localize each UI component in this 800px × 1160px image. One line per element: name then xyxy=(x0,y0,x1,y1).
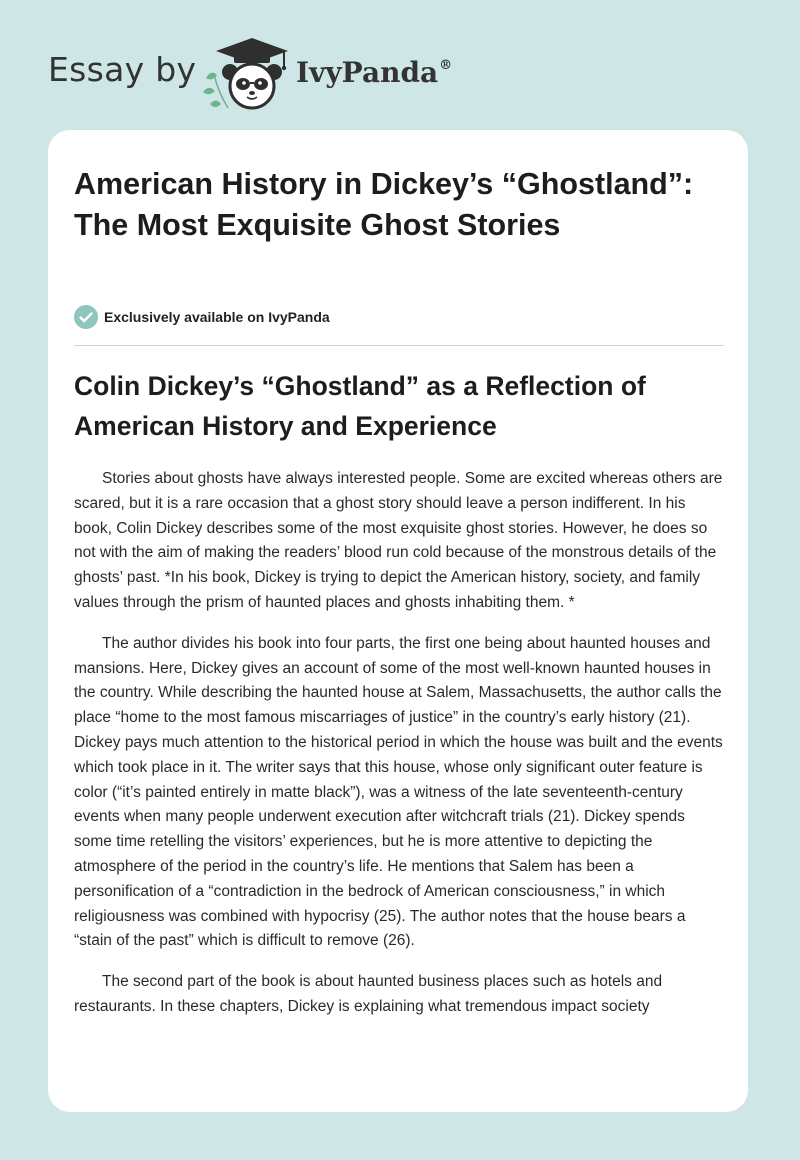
brand-name[interactable] xyxy=(296,56,452,89)
registered-mark: ® xyxy=(439,58,453,73)
checkmark-circle-icon xyxy=(74,305,98,329)
essay-card xyxy=(48,130,748,1112)
paragraph: Stories about ghosts have always interested people. Some are excited whereas others are scared, but it is a rare occasion that a ghost story should leave a person indifferent. In his book, Colin Dickey describes some of the most exquisite ghost stories. However, he does so not with the aim of making the readers’ blood run cold because of the monstrous details of the ghosts’ past. *In his book, Dickey is trying to depict the American history, society, and family values through the prism of haunted places and ghosts inhabiting them. * xyxy=(74,470,723,611)
essay-body xyxy=(74,467,726,1036)
exclusive-badge xyxy=(74,305,330,329)
site-header xyxy=(0,0,800,125)
panda-graduate-icon[interactable] xyxy=(200,34,300,114)
exclusive-badge-label: Exclusively available on IvyPanda xyxy=(104,309,330,325)
paragraph: The second part of the book is about haunted business places such as hotels and restaurants. In these chapters, Dickey is explaining what tremendous impact society xyxy=(74,973,663,1015)
paragraph: The author divides his book into four parts, the first one being about haunted houses and mansions. Here, Dickey gives an account of some of the most well-known haunted houses in the country. While describing the haunted house at Salem, Massachusetts, the author calls the place “home to the most famous miscarriages of justice” in the country’s early history (21). Dickey pays much attention to the historical period in which the house was built and the events which took place in it. The writer says that this house, whose only significant outer feature is color (“it’s painted entirely in matte black”), was a witness of the late seventeenth-century events when many people underwent execution after witchcraft trials (21). Dickey spends some time retelling the visitors’ experiences, but he is more attentive to depicting the atmosphere of the period in the country’s life. He mentions that Salem has been a personification of a “contradiction in the bedrock of American consciousness,” in which religiousness was combined with hypocrisy (25). The author notes that the house bears a “stain of the past” which is difficult to remove (26). xyxy=(74,634,723,950)
essay-by-label: Essay by xyxy=(48,50,197,89)
section-heading: Colin Dickey’s “Ghostland” as a Reflection of American History and Experience xyxy=(74,371,646,441)
brand-name-text: IvyPanda xyxy=(296,56,439,89)
section-divider xyxy=(74,345,724,346)
essay-title: American History in Dickey’s “Ghostland”: The Most Exquisite Ghost Stories xyxy=(74,167,694,242)
